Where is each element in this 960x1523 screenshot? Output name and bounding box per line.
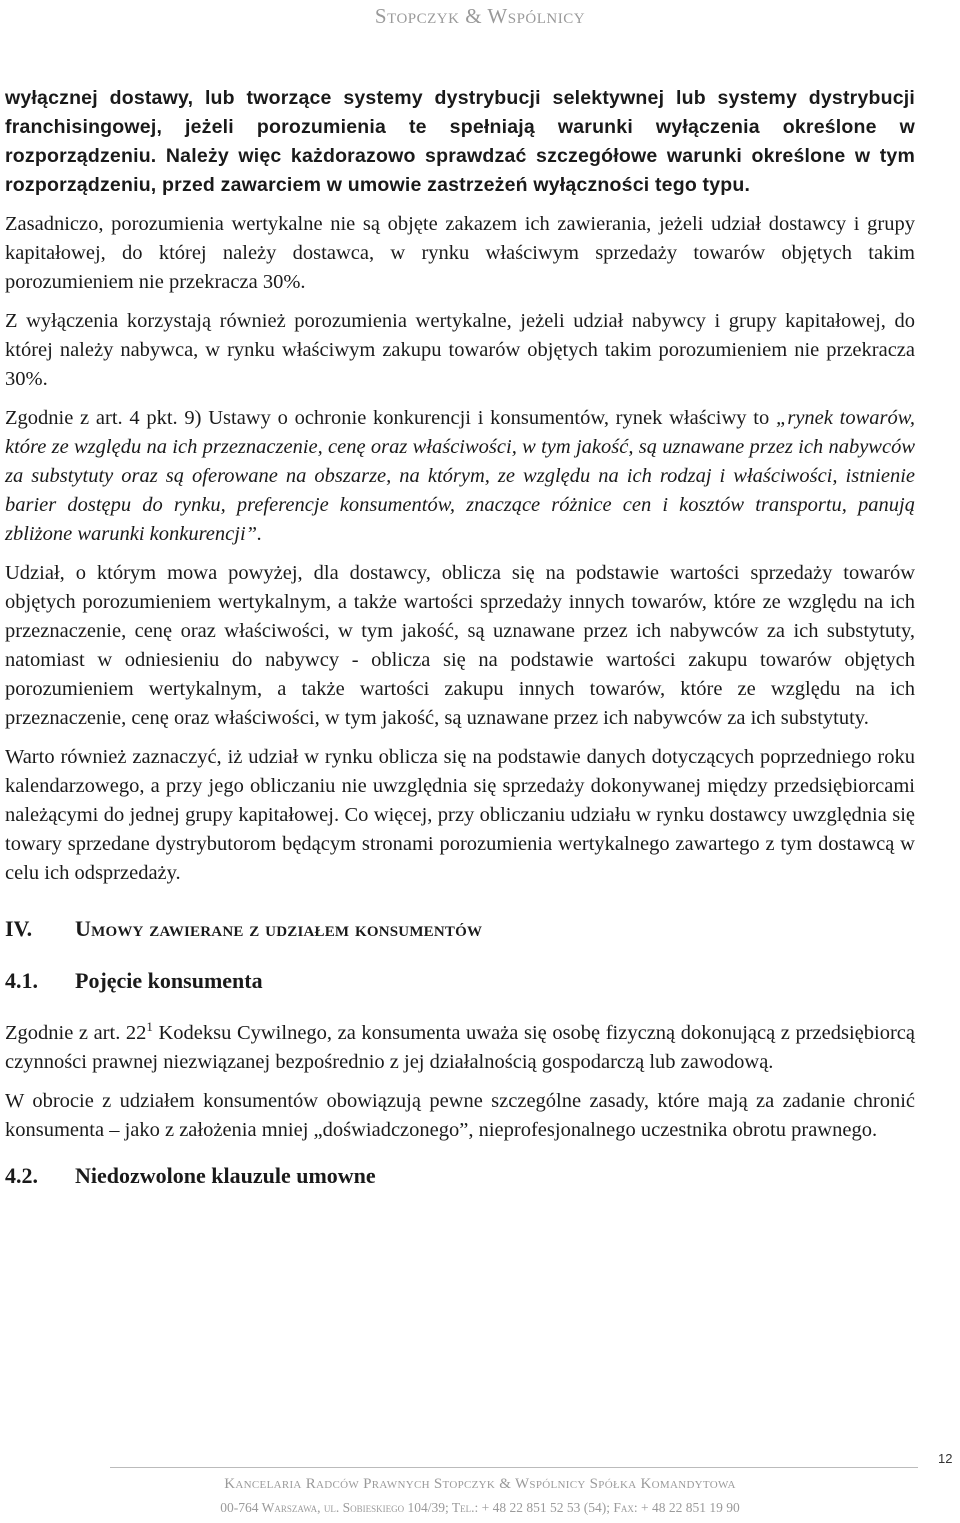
subsection-heading-consumer xyxy=(5,968,915,994)
section-heading xyxy=(5,916,915,942)
paragraph-share-data: Warto również zaznaczyć, iż udział w rynku oblicza się na podstawie danych dotyczących poprzedniego roku kalendarzowego, a przy jego obliczaniu nie uwzględnia się sprzedaży dokonywanej między przedsiębiorcami należącymi do jednej grupy kapitałowej. Co więcej, przy obliczaniu udziału w rynku dostawcy uwzględnia się towary sprzedane dystrybutorom będącym stronami porozumienia wertykalnego zawartego z tym dostawcą w celu ich odsprzedaży. xyxy=(5,746,915,884)
paragraph-consumer-definition xyxy=(5,1012,915,1077)
page-number: 12 xyxy=(938,1451,953,1466)
paragraph-consumer-protection: W obrocie z udziałem konsumentów obowiązują pewne szczególne zasady, które mają za zadanie chronić konsumenta – jako z założenia mniej „doświadczonego”, nieprofesjonalnego uczestnika obrotu prawnego. xyxy=(5,1089,915,1141)
subsection-number: 4.1. xyxy=(5,968,38,993)
relevant-market-intro: Zgodnie z art. 4 pkt. 9) Ustawy o ochronie konkurencji i konsumentów, rynek właściwy to xyxy=(5,407,770,429)
footer-address: 00-764 Warszawa, ul. Sobieskiego 104/39; Tel.: + 48 22 851 52 53 (54); Fax: + 48 22 851 19 90 xyxy=(220,1500,740,1515)
article-superscript: 1 xyxy=(146,1019,153,1034)
subsection-heading-clauses xyxy=(5,1163,915,1189)
subsection-title: Niedozwolone klauzule umowne xyxy=(75,1162,376,1188)
page-content xyxy=(5,84,915,1207)
paragraph-share-calculation: Udział, o którym mowa powyżej, dla dostawcy, oblicza się na podstawie wartości sprzedaży towarów objętych porozumieniem wertykalnym, a także wartości sprzedaży innych towarów, które ze względu na ich przeznaczenie, cenę oraz właściwości, w tym jakość, są uznawane przez ich nabywców za ich substytuty, natomiast w odniesieniu do nabywcy - oblicza się na podstawie wartości zakupu towarów objętych porozumieniem wertykalnym, a także wartości zakupu innych towarów, które ze względu na ich przeznaczenie, cenę oraz właściwości, w tym jakość, są uznawane przez ich nabywców za ich substytuty. xyxy=(5,562,915,729)
subsection-number: 4.2. xyxy=(5,1162,38,1188)
footer-firm-name: Kancelaria Radców Prawnych Stopczyk & Wspólnicy Spółka Komandytowa xyxy=(224,1476,736,1492)
consumer-def-part-b: Kodeksu Cywilnego, za konsumenta uważa się osobę fizyczną dokonującą z przedsiębiorcą czynności prawnej niezwiązanej bezpośrednio z jej działalnością gospodarczą lub zawodową. xyxy=(5,1021,915,1073)
consumer-def-part-a: Zgodnie z art. 22 xyxy=(5,1021,147,1044)
footer-divider xyxy=(110,1467,918,1468)
subsection-title: Pojęcie konsumenta xyxy=(75,968,263,993)
paragraph-supplier-share: Zasadniczo, porozumienia wertykalne nie są objęte zakazem ich zawierania, jeżeli udział dostawcy i grupy kapitałowej, do której należy dostawca, w rynku właściwym sprzedaży towarów objętych takim porozumieniem nie przekracza 30%. xyxy=(5,213,915,293)
paragraph-buyer-share: Z wyłączenia korzystają również porozumienia wertykalne, jeżeli udział nabywcy i grupy kapitałowej, do której należy nabywca, w rynku właściwym zakupu towarów objętych takim porozumieniem nie przekracza 30%. xyxy=(5,310,915,390)
relevant-market-quote: „rynek towarów, które ze względu na ich przeznaczenie, cenę oraz właściwości, w tym jakość, są uznawane przez ich nabywców za substytuty oraz są oferowane na obszarze, na którym, ze względu na ich rodzaj i właściwości, istnienie barier dostępu do rynku, preferencje konsumentów, znaczące różnice cen i kosztów transportu, panują zbliżone warunki konkurencji”. xyxy=(5,407,915,545)
paragraph-exclusivity: wyłącznej dostawy, lub tworzące systemy dystrybucji selektywnej lub systemy dystrybucji franchisingowej, jeżeli porozumienia te spełniają warunki wyłączenia określone w rozporządzeniu. Należy więc każdorazowo sprawdzać szczegółowe warunki określone w tym rozporządzeniu, przed zawarciem w umowie zastrzeżeń wyłączności tego typu. xyxy=(5,87,915,196)
section-title: Umowy zawierane z udziałem konsumentów xyxy=(75,916,483,941)
paragraph-relevant-market xyxy=(5,404,915,549)
section-number: IV. xyxy=(5,916,33,941)
page-header: Stopczyk & Wspólnicy xyxy=(374,4,586,28)
